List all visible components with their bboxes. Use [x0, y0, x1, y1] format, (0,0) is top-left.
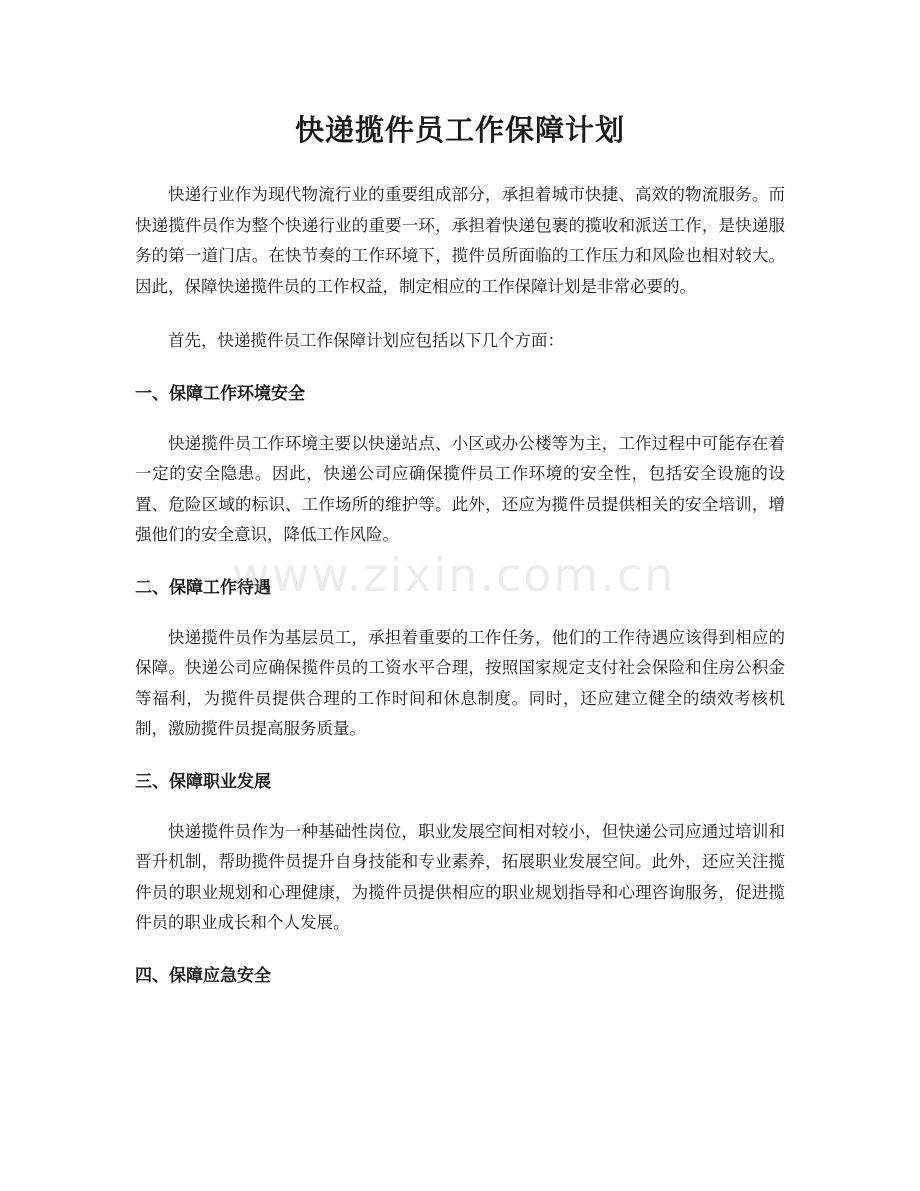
intro-paragraph: 快递行业作为现代物流行业的重要组成部分，承担着城市快捷、高效的物流服务。而快递揽件员作为整个快递行业的重要一环，承担着快递包裹的揽收和派送工作，是快递服务的第一道门店。在快节奏的工作环境下，揽件员所面临的工作压力和风险也相对较大。因此，保障快递揽件员的工作权益，制定相应的工作保障计划是非常必要的。: [135, 185, 785, 296]
section-body-1: 快递揽件员工作环境主要以快递站点、小区或办公楼等为主，工作过程中可能存在着一定的安全隐患。因此，快递公司应确保揽件员工作环境的安全性，包括安全设施的设置、危险区域的标识、工作场所的维护等。此外，还应为揽件员提供相关的安全培训，增强他们的安全意识，降低工作风险。: [135, 433, 785, 544]
watermark: www.zixin.com.cn: [232, 548, 676, 602]
section-heading-4: 四、保障应急安全: [135, 965, 271, 986]
section-body-3: 快递揽件员作为一种基础性岗位，职业发展空间相对较小，但快递公司应通过培训和晋升机制，帮助揽件员提升自身技能和专业素养，拓展职业发展空间。此外，还应关注揽件员的职业规划和心理健康，为揽件员提供相应的职业规划指导和心理咨询服务，促进揽件员的职业成长和个人发展。: [135, 821, 785, 932]
section-heading-1: 一、保障工作环境安全: [135, 383, 305, 404]
document-title: 快递揽件员工作保障计划: [294, 113, 625, 147]
document-body: [135, 180, 785, 1011]
section-heading-2: 二、保障工作待遇: [135, 577, 271, 598]
lead-paragraph: 首先，快递揽件员工作保障计划应包括以下几个方面：: [168, 331, 564, 350]
section-heading-3: 三、保障职业发展: [135, 771, 271, 792]
section-body-2: 快递揽件员作为基层员工，承担着重要的工作任务，他们的工作待遇应该得到相应的保障。快递公司应确保揽件员的工资水平合理，按照国家规定支付社会保险和住房公积金等福利，为揽件员提供合理的工作时间和休息制度。同时，还应建立健全的绩效考核机制，激励揽件员提高服务质量。: [135, 627, 785, 738]
